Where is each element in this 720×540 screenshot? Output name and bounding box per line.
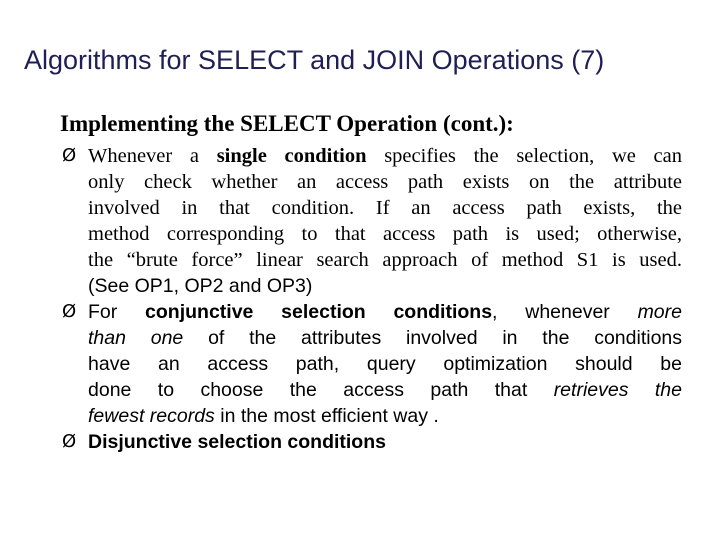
bullet-list [62,143,682,455]
bullet-line: involved in that condition. If an access path exists, the [88,197,682,219]
arrow-bullet-icon: Ø [62,431,77,452]
arrow-bullet-icon: Ø [62,145,77,166]
bullet-single-condition [62,143,682,299]
section-heading: Implementing the SELECT Operation (cont.): [60,111,514,136]
bullet-line: Whenever a single condition specifies the selection, we can [88,145,682,167]
bullet-line: method corresponding to that access path is used; otherwise, [88,223,682,245]
bullet-line: have an access path, query optimization should be [88,353,682,375]
bullet-line: For conjunctive selection conditions, whenever more [88,301,682,323]
bullet-conjunctive [62,299,682,429]
bullet-line: done to choose the access path that retrieves the [88,379,682,401]
bullet-line: than one of the attributes involved in the conditions [88,327,682,349]
bullet-line: the “brute force” linear search approach of method S1 is used. [88,249,682,271]
bullet-disjunctive [62,429,682,455]
arrow-bullet-icon: Ø [62,301,77,322]
slide-title: Algorithms for SELECT and JOIN Operations (7) [24,45,605,75]
bullet-line: (See OP1, OP2 and OP3) [88,275,313,297]
bullet-line: fewest records in the most efficient way . [88,405,439,427]
bullet-line: Disjunctive selection conditions [88,431,386,453]
bullet-line: only check whether an access path exists on the attribute [88,171,682,193]
